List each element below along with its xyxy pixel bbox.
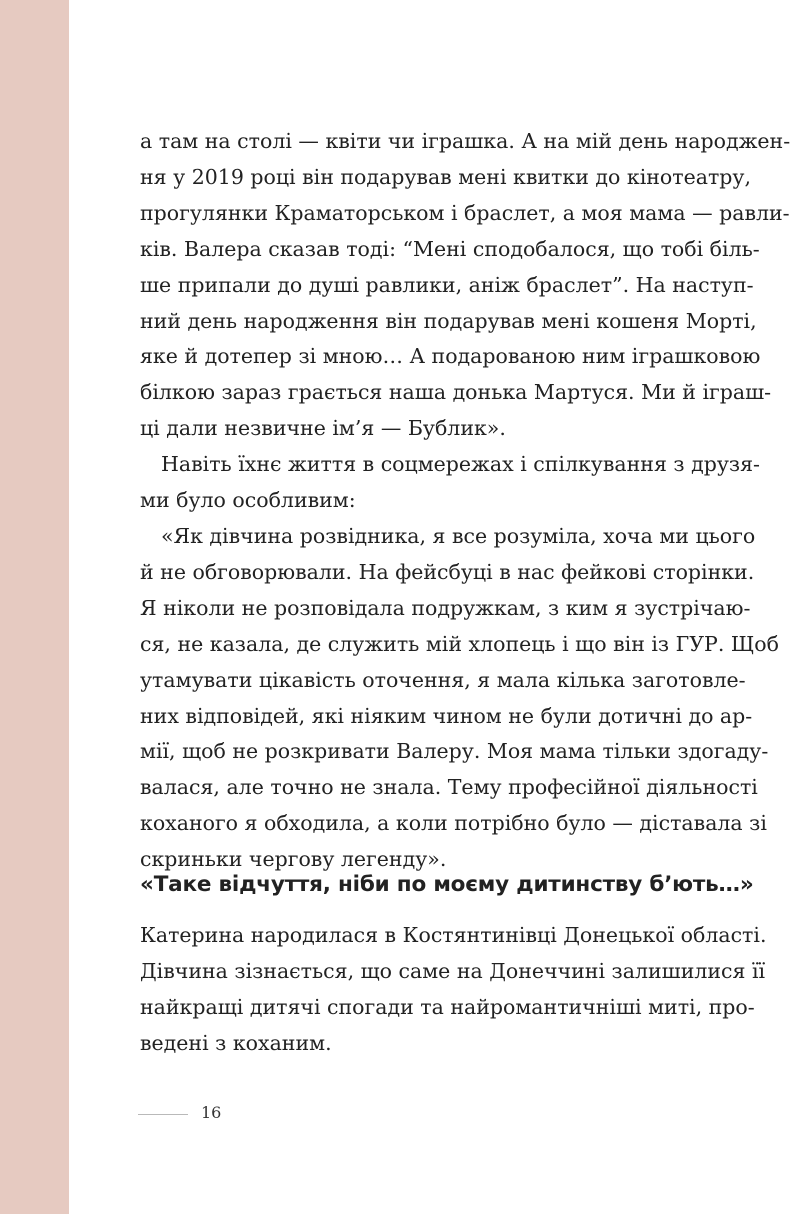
text-line: коханого я обходила, а коли потрібно було — діставала зі [140, 811, 767, 836]
text-line: валася, але точно не знала. Тему професійної діяльності [140, 775, 758, 800]
text-line: «Як дівчина розвідника, я все розуміла, хоча ми цього [161, 523, 756, 548]
text-line: ний день народження він подарував мені кошеня Морті, [140, 308, 757, 333]
text-line: а там на столі — квіти чи іграшка. А на мій день народжен- [140, 129, 791, 153]
footer-rule [138, 1114, 188, 1115]
paragraph-2 [140, 447, 760, 519]
text-line: яке й дотепер зі мною… А подарованою ним іграшковою [140, 344, 761, 369]
text-line: скриньки чергову легенду». [140, 847, 447, 872]
text-line: ся, не казала, де служить мій хлопець і що він із ГУР. Щоб [140, 631, 779, 656]
page-number: 16 [201, 1103, 222, 1122]
text-line: ше припали до душі равлики, аніж браслет”. На наступ- [140, 272, 754, 297]
text-line: ці дали незвичне ім’я — Бублик». [140, 416, 506, 441]
text-line: Я ніколи не розповідала подружкам, з ким я зустрічаю- [140, 595, 751, 620]
text-line: найкращі дитячі спогади та найромантичніші миті, про- [140, 994, 755, 1019]
body-text [140, 124, 791, 878]
text-line: ведені з коханим. [140, 1030, 332, 1055]
text-line: й не обговорювали. На фейсбуці в нас фейкові сторінки. [140, 559, 755, 584]
text-line: Дівчина зізнається, що саме на Донеччині залишилися її [140, 958, 766, 983]
paragraph-1 [140, 124, 791, 447]
page-side-band [0, 0, 69, 1214]
text-line: прогулянки Краматорськом і браслет, а моя мама — равли- [140, 200, 790, 225]
text-line: ми було особливим: [140, 488, 356, 513]
section-heading: «Таке відчуття, ніби по моєму дитинству б’ють…» [140, 872, 754, 897]
text-line: Катерина народилася в Костянтинівці Донецької області. [140, 923, 767, 947]
text-line: Навіть їхнє життя в соцмережах і спілкування з друзя- [161, 452, 760, 477]
paragraph-3 [140, 519, 779, 878]
section-paragraph [140, 918, 767, 1062]
text-line: ня у 2019 році він подарував мені квитки до кінотеатру, [140, 164, 751, 189]
text-line: мії, щоб не розкривати Валеру. Моя мама тільки здогаду- [140, 739, 769, 764]
text-line: ків. Валера сказав тоді: “Мені сподобалося, що тобі біль- [140, 236, 760, 261]
text-line: утамувати цікавість оточення, я мала кілька заготовле- [140, 667, 746, 692]
text-line: них відповідей, які ніяким чином не були дотичні до ар- [140, 703, 753, 728]
text-line: білкою зараз грається наша донька Мартуся. Ми й іграш- [140, 380, 772, 405]
